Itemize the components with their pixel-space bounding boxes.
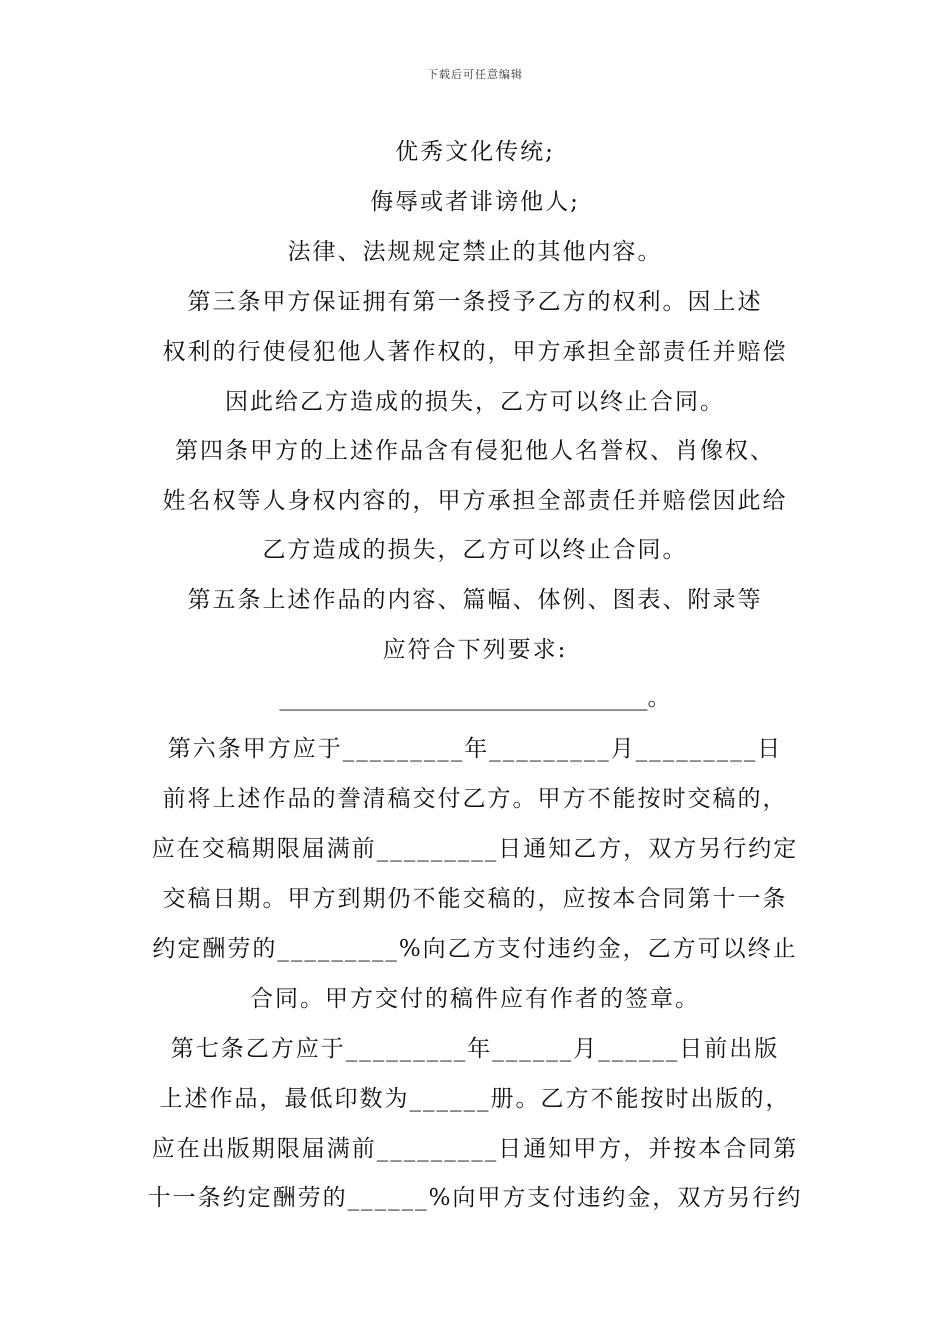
article-6-line-3: 应在交稿期限届满前_________日通知乙方，双方另行约定 (151, 836, 799, 862)
text-line-2: 侮辱或者诽谤他人; (370, 189, 580, 215)
article-7-line-4: 十一条约定酬劳的______%向甲方支付违约金，双方另行约 (147, 1185, 803, 1211)
article-7-line-3: 应在出版期限届满前_________日通知甲方，并按本合同第 (151, 1136, 799, 1162)
article-3-line-3: 因此给乙方造成的损失，乙方可以终止合同。 (225, 389, 725, 415)
page-header-note: 下载后可任意编辑 (427, 68, 523, 81)
article-7-line-1: 第七条乙方应于_________年______月______日前出版 (170, 1036, 780, 1062)
article-6-line-1: 第六条甲方应于_________年_________月_________日 (167, 736, 783, 762)
article-5-line-2: 应符合下列要求: (382, 637, 568, 663)
article-6-line-4: 交稿日期。甲方到期仍不能交稿的，应按本合同第十一条 (162, 886, 788, 912)
article-7-line-2: 上述作品，最低印数为______册。乙方不能按时出版的， (159, 1086, 791, 1112)
article-4-line-1: 第四条甲方的上述作品含有侵犯他人名誉权、肖像权、 (175, 438, 775, 464)
article-3-line-2: 权利的行使侵犯他人著作权的，甲方承担全部责任并赔偿 (162, 339, 788, 365)
article-6-line-5: 约定酬劳的_________%向乙方支付违约金，乙方可以终止 (152, 936, 798, 962)
text-line-1: 优秀文化传统; (395, 139, 555, 165)
article-5-line-1: 第五条上述作品的内容、篇幅、体例、图表、附录等 (187, 587, 763, 613)
article-5-blank-line: ________________________________。 (279, 685, 671, 711)
article-3-line-1: 第三条甲方保证拥有第一条授予乙方的权利。因上述 (187, 289, 763, 315)
article-6-line-6: 合同。甲方交付的稿件应有作者的签章。 (250, 986, 700, 1012)
article-4-line-3: 乙方造成的损失，乙方可以终止合同。 (262, 537, 688, 563)
article-4-line-2: 姓名权等人身权内容的，甲方承担全部责任并赔偿因此给 (162, 488, 788, 514)
article-6-line-2: 前将上述作品的誊清稿交付乙方。甲方不能按时交稿的， (162, 786, 788, 812)
text-line-3: 法律、法规规定禁止的其他内容。 (287, 239, 663, 265)
